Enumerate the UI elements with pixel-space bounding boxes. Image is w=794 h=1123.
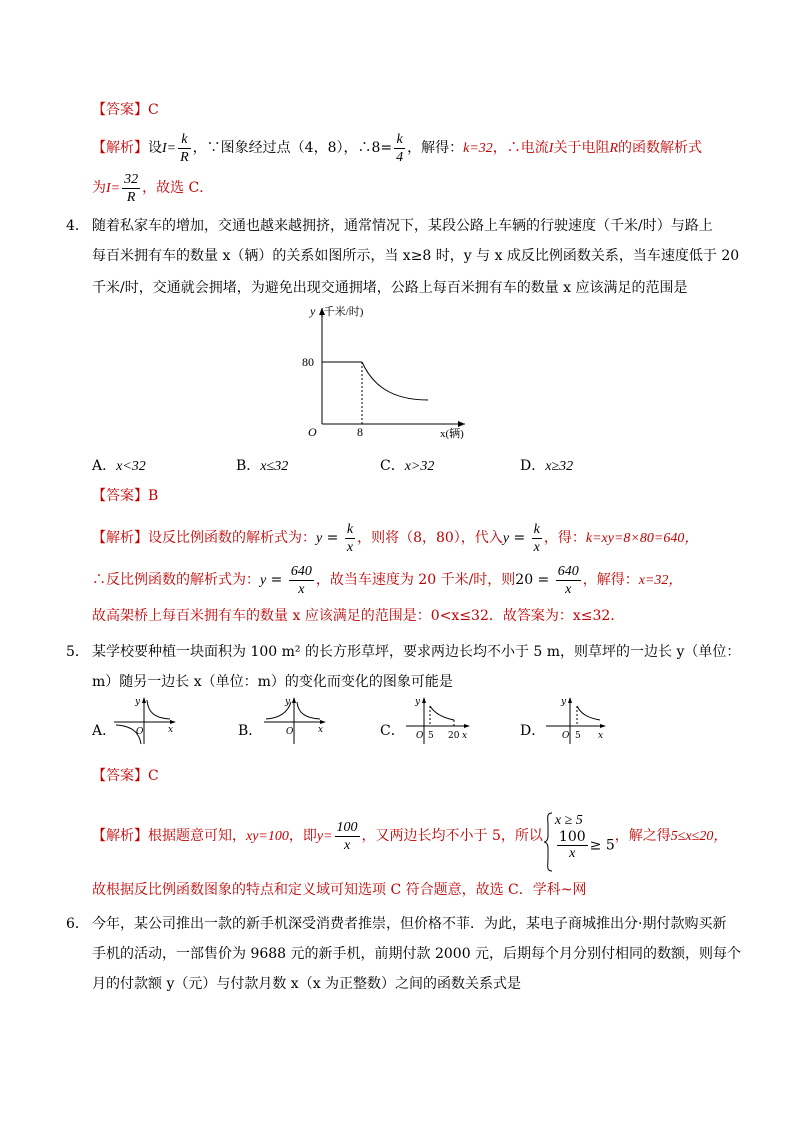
y-label: y	[561, 697, 567, 707]
option-text: x≤32	[260, 459, 289, 474]
x-label: x	[168, 725, 174, 735]
text: ，故选 C．	[142, 180, 214, 196]
math: y	[316, 531, 323, 546]
q3-analysis-line2	[92, 168, 213, 208]
q5-option-b-graph[interactable]	[262, 696, 328, 746]
text: ，解得：	[407, 140, 464, 156]
tick-5: 5	[575, 731, 581, 741]
text: ≥ 5	[589, 837, 615, 853]
numerator: k	[178, 131, 191, 149]
numerator: 100	[558, 828, 586, 845]
denominator: x	[569, 845, 576, 861]
y-label: y	[310, 304, 316, 318]
numerator: 100	[336, 819, 358, 835]
q5-line2: m）随另一边长 x（单位：m）的变化而变化的图象可能是	[92, 674, 453, 690]
x-axis-arrow	[458, 421, 465, 427]
text: ，则将（8，80），代入	[357, 530, 503, 546]
analysis-label: 【解析】	[92, 140, 148, 156]
fraction-k-over-4	[394, 131, 405, 166]
q6-line1: 今年，某公司推出一款的新手机深受消费者推崇，但价格不菲．为此，某电子商城推出分·期付款购买新	[92, 916, 727, 932]
answer-label: 【答案】	[92, 488, 148, 504]
inequality-1: x ≥ 5	[554, 812, 583, 828]
q4-option-d[interactable]	[520, 455, 573, 475]
q5-option-c-letter[interactable]: C．	[380, 723, 405, 739]
q3-analysis-line1	[92, 128, 702, 168]
q5-option-a-letter[interactable]: A．	[92, 723, 117, 739]
option-letter: D．	[520, 458, 546, 474]
inequality-2	[555, 830, 615, 861]
inequality-system	[543, 812, 615, 861]
numerator: k	[533, 521, 540, 537]
fraction-k-over-x-2	[532, 521, 542, 556]
q4-option-b[interactable]	[236, 455, 288, 475]
fraction-100-over-x	[335, 819, 360, 854]
numerator: k	[394, 131, 405, 149]
math: I	[548, 141, 554, 156]
q6-number: 6．	[66, 916, 89, 932]
y-label: y	[285, 697, 291, 707]
y-unit: (千米/时)	[320, 306, 364, 318]
option-text: x<32	[116, 459, 146, 474]
y-tick-80: 80	[302, 355, 314, 369]
math: =	[322, 530, 343, 546]
q5-analysis-line2: 故根据反比例函数图象的特点和定义域可知选项 C 符合题意，故选 C．学科~网	[92, 882, 587, 898]
text: 根据题意可知，	[148, 828, 246, 844]
tick-5: 5	[428, 731, 434, 741]
q5-analysis-line1	[92, 806, 727, 866]
text: 设反比例函数的解析式为：	[148, 530, 316, 546]
origin-label: O	[308, 425, 317, 439]
math: 20 =	[515, 572, 554, 588]
answer-label: 【答案】	[92, 102, 148, 118]
text: 为	[92, 180, 106, 196]
q5-option-d-graph[interactable]	[544, 696, 610, 746]
text: ，解之得	[614, 828, 671, 844]
q4-line2: 每百米拥有车的数量 x（辆）的关系如图所示，当 x≥8 时，y 与 x 成反比例函数关系，当车速度低于 20	[92, 248, 740, 264]
origin-label: O	[416, 731, 424, 741]
x-label: x	[462, 731, 468, 741]
math: k=xy=8×80=640，	[585, 531, 699, 546]
answer-value: B	[148, 488, 159, 504]
x-label: x(辆)	[440, 428, 464, 440]
q5-option-b-letter[interactable]: B．	[238, 723, 263, 739]
option-letter: A．	[92, 458, 117, 474]
denominator: x	[346, 539, 354, 555]
denominator: x	[565, 581, 572, 597]
q4-line3: 千米/时，交通就会拥堵，为避免出现交通拥堵，公路上每百米拥有车的数量 x 应该满足的范围是	[92, 280, 688, 296]
x-label: x	[318, 725, 324, 735]
math: 5≤x≤20，	[670, 829, 728, 844]
text: ，故当车速度为 20 千米/时，则	[315, 572, 516, 588]
option-text: x≥32	[545, 459, 574, 474]
math: y=	[316, 829, 333, 844]
math: I=	[162, 141, 177, 156]
q4-answer	[92, 486, 158, 506]
denominator: x	[533, 539, 540, 555]
text: ，又两边长均不小于 5，所以	[361, 828, 543, 844]
origin-label: O	[286, 727, 294, 737]
denominator: 4	[396, 149, 404, 165]
math: k=32	[463, 141, 493, 156]
answer-value: C	[148, 102, 159, 118]
q4-analysis-line3: 故高架桥上每百米拥有车的数量 x 应该满足的范围是：0<x≤32．故答案为：x≤32．	[92, 608, 625, 624]
option-text: x>32	[404, 459, 435, 474]
q4-analysis-line1: 【解析】设反比例函数的解析式为：y = $\frac{k}{x}$ ，则将（8，80），代入y = $\frac{k}{x}$ ，得：k=xy=8×80=640，	[92, 521, 699, 555]
hyperbola-curve	[362, 362, 428, 400]
q4-number: 4．	[66, 218, 89, 234]
origin-label: O	[136, 727, 144, 737]
y-label: y	[415, 697, 421, 707]
denominator: R	[180, 149, 189, 165]
fraction-k-over-x	[345, 521, 355, 556]
fraction-k-over-R	[178, 131, 191, 166]
text: ，即	[288, 828, 317, 844]
q4-analysis-line2: ∴反比例函数的解析式为：y = $\frac{640}{x}$ ，故当车速度为 20 千米/时，则20 = $\frac{640}{x}$ ，解得：x=32，	[92, 563, 683, 597]
math: y	[260, 573, 267, 588]
text: 设	[148, 140, 162, 156]
analysis-label: 【解析】	[92, 828, 148, 844]
answer-label: 【答案】	[92, 768, 148, 784]
option-letter: C．	[380, 458, 405, 474]
q4-option-a[interactable]	[92, 455, 146, 475]
math: R	[609, 141, 619, 156]
x-tick-8: 8	[357, 425, 363, 439]
speed-vs-cars-graph	[290, 302, 470, 442]
text: ∴反比例函数的解析式为：	[92, 572, 260, 588]
math: x=32，	[638, 573, 683, 588]
y-label: y	[135, 697, 141, 707]
q6-line3: 月的付款额 y（元）与付款月数 x（x 为正整数）之间的函数关系式是	[92, 976, 522, 992]
q3-answer	[92, 100, 159, 120]
fraction-32-over-R	[122, 171, 140, 206]
text: ，解得：	[582, 572, 639, 588]
text: 的函数解析式	[618, 140, 703, 156]
text: 关于电阻	[553, 140, 610, 156]
q5-option-c-graph[interactable]	[404, 696, 474, 746]
q5-option-d-letter[interactable]: D．	[520, 723, 546, 739]
text: ，∴电流	[492, 140, 549, 156]
denominator: R	[126, 189, 136, 205]
denominator: x	[343, 837, 351, 853]
math: xy=100	[246, 829, 289, 844]
option-letter: B．	[236, 458, 261, 474]
tick-20: 20	[448, 731, 460, 741]
fraction-640-over-x	[289, 563, 314, 598]
q5-number: 5．	[66, 644, 89, 660]
origin-label: O	[562, 731, 570, 741]
answer-value: C	[148, 768, 159, 784]
q5-option-a-graph[interactable]	[112, 696, 178, 746]
q5-answer	[92, 766, 159, 786]
x-label: x	[598, 731, 604, 741]
text: ，∵图象经过点（4，8），∴8=	[192, 140, 393, 156]
q4-line1: 随着私家车的增加，交通也越来越拥挤，通常情况下，某段公路上车辆的行驶速度（千米/时）与路上	[92, 218, 713, 234]
q4-option-c[interactable]	[380, 455, 434, 475]
math: I=	[106, 181, 121, 196]
numerator: 32	[124, 171, 139, 187]
numerator: 640	[290, 563, 312, 579]
numerator: k	[346, 521, 354, 537]
numerator: 640	[557, 563, 579, 579]
analysis-label: 【解析】	[92, 530, 148, 546]
q6-line2: 手机的活动，一部售价为 9688 元的新手机，前期付款 2000 元，后期每个月分别付相同的数额，则每个	[92, 946, 742, 962]
fraction-640-over-x-2	[556, 563, 581, 598]
math: y	[502, 531, 510, 546]
denominator: x	[298, 581, 305, 597]
q5-line1: 某学校要种植一块面积为 100 m² 的长方形草坪，要求两边长均不小于 5 m，则草坪的一边长 y（单位：	[92, 644, 741, 660]
text: ，得：	[543, 530, 586, 546]
